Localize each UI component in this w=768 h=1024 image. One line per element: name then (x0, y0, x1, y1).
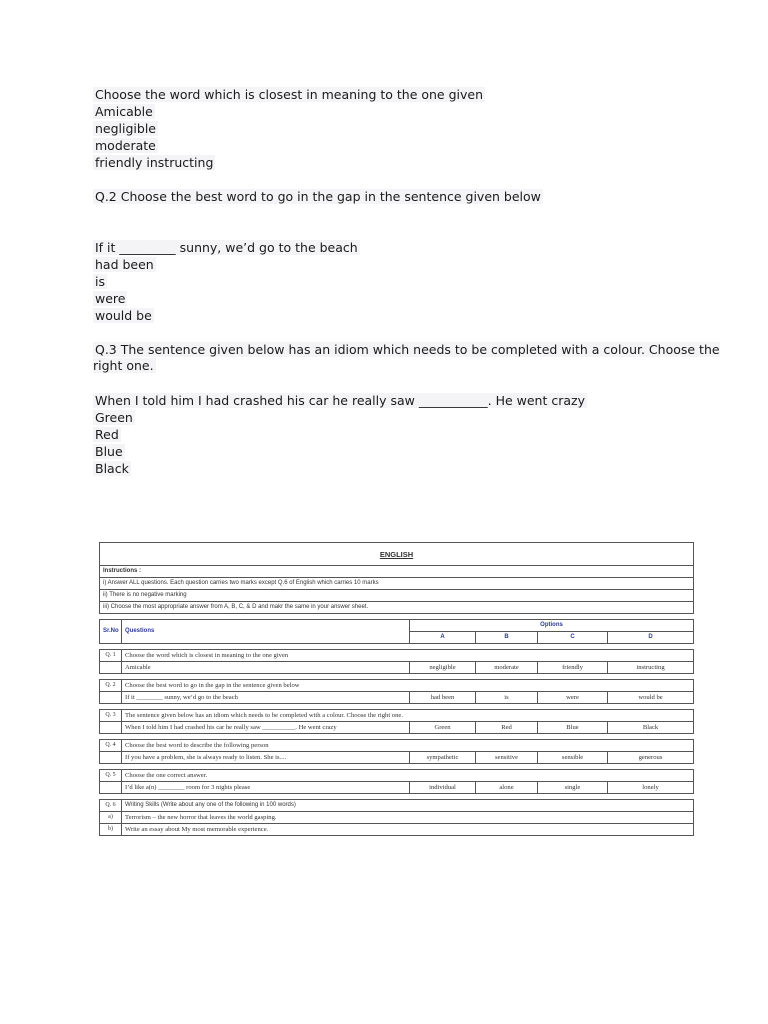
q1-question: Choose the word which is closest in meaning to the one given (95, 87, 484, 102)
instruction-line: iii) Choose the most appropriate answer from A, B, C, & D and makr the same in your answer sheet. (100, 602, 694, 614)
question-text: Choose the best word to go in the gap in the sentence given below (122, 680, 694, 692)
option-d: Black (608, 722, 694, 734)
option-b: alone (476, 782, 538, 794)
q3-option: Green (95, 410, 133, 425)
header-d: D (608, 632, 694, 644)
header-c: C (538, 632, 608, 644)
option-d: instructing (608, 662, 694, 674)
q2-sentence: If it _________ sunny, we’d go to the beach (95, 240, 358, 255)
option-a: had been (410, 692, 476, 704)
header-srno: Sr.No (100, 620, 122, 644)
option-a: individual (410, 782, 476, 794)
header-a: A (410, 632, 476, 644)
instructions-label: Instructions : (100, 566, 694, 578)
option-b: is (476, 692, 538, 704)
q3-option: Red (95, 427, 119, 442)
writing-skills-label: Writing Skills (Write about any one of the following in 100 words) (122, 800, 694, 812)
option-a: Green (410, 722, 476, 734)
question-stem: I’d like a(n) ________ room for 3 nights please (122, 782, 410, 794)
q3-option: Black (95, 461, 129, 476)
question-text: Choose the word which is closest in meaning to the one given (122, 650, 694, 662)
option-c: were (538, 692, 608, 704)
header-questions: Questions (122, 620, 410, 644)
option-c: Blue (538, 722, 608, 734)
option-c: single (538, 782, 608, 794)
option-b: Red (476, 722, 538, 734)
header-b: B (476, 632, 538, 644)
essay-item-number: a) (100, 812, 122, 824)
q1-option: moderate (95, 138, 156, 153)
question-number: Q. 3 (100, 710, 122, 722)
question-number: Q. 6 (100, 800, 122, 812)
instruction-line: i) Answer ALL questions. Each question carries two marks except Q.6 of English which carries 10 marks (100, 578, 694, 590)
q2-option: were (95, 291, 126, 306)
option-c: sensible (538, 752, 608, 764)
q3-option: Blue (95, 444, 123, 459)
english-question-paper-table (99, 542, 693, 834)
essay-item-text: Terrorism – the new horror that leaves the world gasping. (122, 812, 694, 824)
question-number: Q. 2 (100, 680, 122, 692)
question-text: Choose the best word to describe the following person (122, 740, 694, 752)
option-d: generous (608, 752, 694, 764)
option-b: moderate (476, 662, 538, 674)
q3-sentence: When I told him I had crashed his car he really saw ___________. He went crazy (95, 393, 585, 408)
table-title: ENGLISH (100, 543, 694, 566)
option-a: sympathetic (410, 752, 476, 764)
option-d: would be (608, 692, 694, 704)
question-text: The sentence given below has an idiom which needs to be completed with a colour. Choose the right one. (122, 710, 694, 722)
q2-option: is (95, 274, 105, 289)
question-stem: If you have a problem, she is always ready to listen. She is.... (122, 752, 410, 764)
header-options: Options (410, 620, 694, 632)
q1-option: friendly instructing (95, 155, 214, 170)
option-a: negligible (410, 662, 476, 674)
question-text: Choose the one correct answer. (122, 770, 694, 782)
q2-question: Q.2 Choose the best word to go in the gap in the sentence given below (95, 189, 541, 204)
option-b: sensitive (476, 752, 538, 764)
question-stem: When I told him I had crashed his car he really saw __________. He went crazy (122, 722, 410, 734)
q1-option: negligible (95, 121, 156, 136)
option-c: friendly (538, 662, 608, 674)
q1-word: Amicable (95, 104, 153, 119)
question-stem: Amicable (122, 662, 410, 674)
option-d: lonely (608, 782, 694, 794)
q2-option: would be (95, 308, 152, 323)
q3-question: Q.3 The sentence given below has an idiom which needs to be completed with a colour. Choose the right one. (93, 342, 720, 373)
question-number: Q. 1 (100, 650, 122, 662)
question-stem: If it ________ sunny, we’d go to the beach (122, 692, 410, 704)
instruction-line: ii) There is no negative marking (100, 590, 694, 602)
essay-item-text: Write an essay about My most memorable experience. (122, 824, 694, 836)
essay-item-number: b) (100, 824, 122, 836)
q2-option: had been (95, 257, 154, 272)
question-number: Q. 5 (100, 770, 122, 782)
question-number: Q. 4 (100, 740, 122, 752)
